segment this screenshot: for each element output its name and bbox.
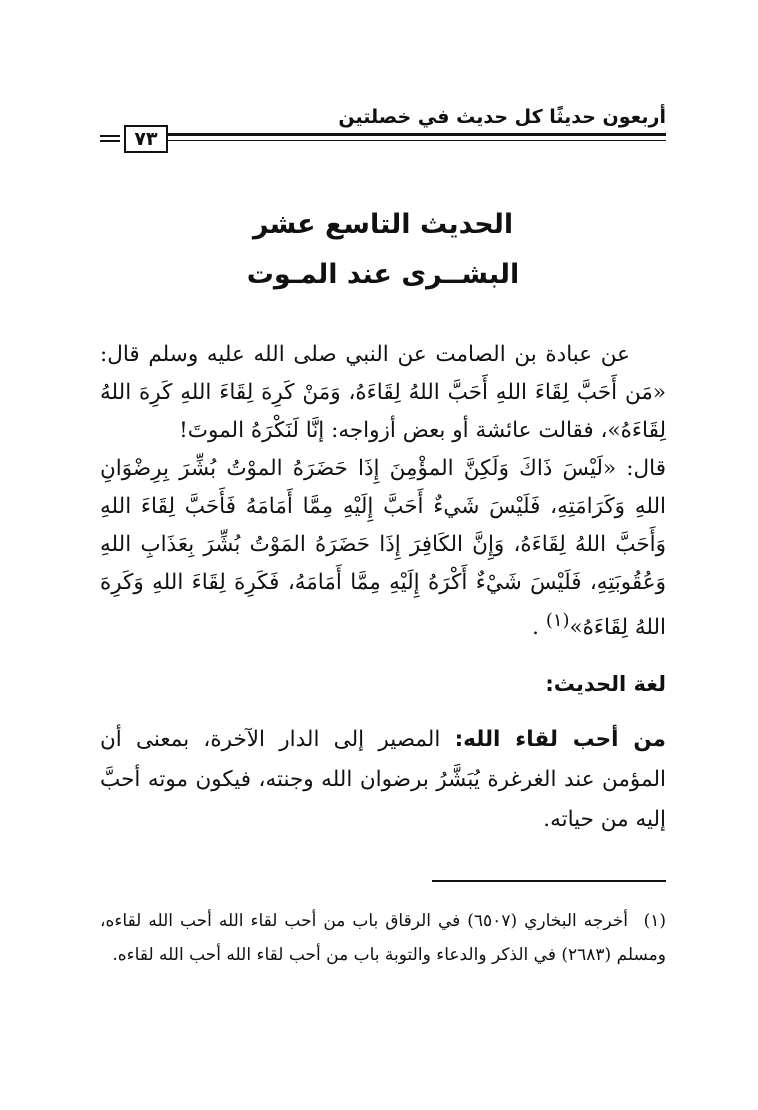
chapter-titles xyxy=(100,200,666,300)
hadith-paragraph-2-end: . xyxy=(532,615,540,641)
chapter-title: الحديث التاسع عشر xyxy=(252,209,514,240)
header-rule xyxy=(168,133,666,141)
running-header-title: أربعون حديثًا كل حديث في خصلتين xyxy=(338,106,666,128)
header-rule-left xyxy=(100,135,120,142)
footnote-reference[interactable]: (١) xyxy=(545,610,570,631)
chapter-subtitle: البشــرى عند المـوت xyxy=(246,259,520,290)
footnote-number: (١) xyxy=(643,911,666,931)
explanation-text: المصير إلى الدار الآخرة، بمعنى أن المؤمن عند الغرغرة يُبَشَّرُ برضوان الله وجنته، فيكون موته أحبَّ إليه من حياته. xyxy=(100,727,666,832)
explanation-paragraph xyxy=(100,720,666,840)
hadith-text xyxy=(100,336,666,647)
page-number: ٧٣ xyxy=(124,125,168,153)
hadith-paragraph-2-text: قال: «لَيْسَ ذَاكَ وَلَكِنَّ المؤْمِنَ إِذَا حَضَرَهُ الموْتُ بُشِّرَ بِرِضْوَانِ اللهِ وَكَرَامَتِهِ، فَلَيْسَ شَيءٌ أَحَبَّ إِلَيْهِ مِمَّا أَمَامَهُ فَأَحَبَّ لِقَاءَ اللهِ وَأَحَبَّ اللهُ لِقَاءَهُ، وَإِنَّ الكَافِرَ إِذَا حَضَرَهُ المَوْتُ بُشِّرَ بِعَذَابِ اللهِ وَعُقُوبَتِهِ، فَلَيْسَ شَيْءٌ أَكْرَهُ إِلَيْهِ مِمَّا أَمَامَهُ، فَكَرِهَ لِقَاءَ اللهِ وَكَرِهَ اللهُ لِقَاءَهُ» xyxy=(100,456,666,641)
footnote-rule xyxy=(432,880,666,882)
section-heading: لغة الحديث: xyxy=(545,672,666,696)
explanation-lead: من أحب لقاء الله: xyxy=(454,727,666,752)
footnote xyxy=(100,904,666,972)
hadith-paragraph-2 xyxy=(100,450,666,647)
footnote-text: أخرجه البخاري (٦٥٠٧) في الرقاق باب من أحب لقاء الله أحب الله لقاءه، ومسلم (٢٦٨٣) في الذكر والدعاء والتوبة باب من أحب لقاء الله أحب الله لقاءه. xyxy=(100,911,666,965)
hadith-paragraph-1: عن عبادة بن الصامت عن النبي صلى الله عليه وسلم قال: «مَن أَحَبَّ لِقَاءَ اللهِ أَحَبَّ اللهُ لِقَاءَهُ، وَمَنْ كَرِهَ لِقَاءَ اللهِ كَرِهَ اللهُ لِقَاءَهُ»، فقالت عائشة أو بعض أزواجه: إنَّا لَنَكْرَهُ الموتَ! xyxy=(100,342,666,443)
